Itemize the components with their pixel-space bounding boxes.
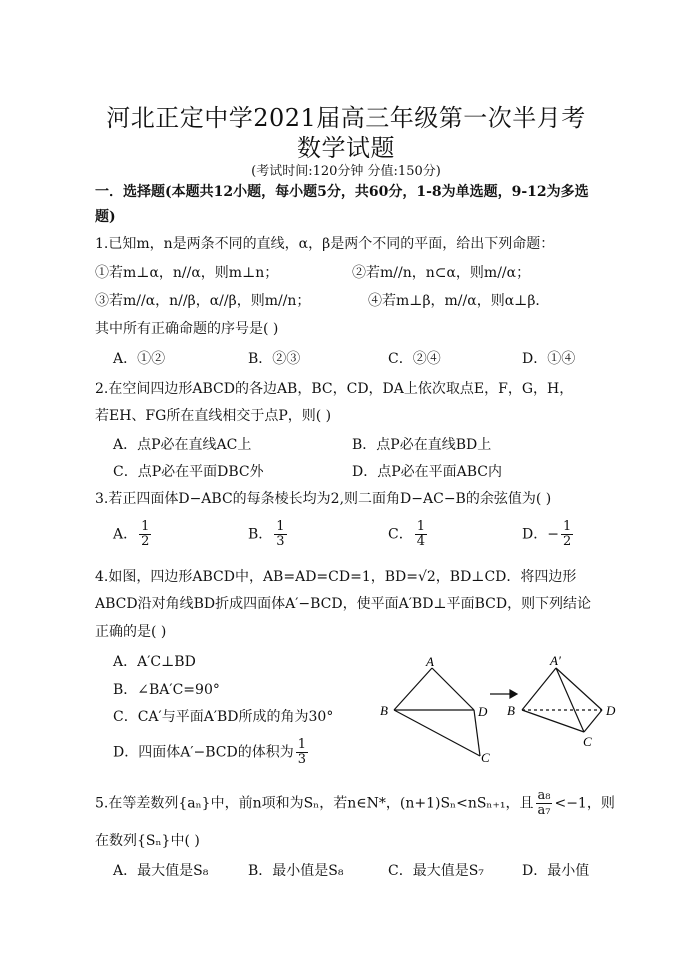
fraction: $\frac{\text{a₈}}{\text{a₇}}$ xyxy=(537,788,551,818)
label-b: B xyxy=(380,703,388,718)
q2-stem-line1: 2.在空间四边形ABCD的各边AB，BC，CD，DA上依次取点E，F，G，H， xyxy=(95,381,574,397)
q3-option-b xyxy=(248,520,289,549)
q3-stem: 3.若正四面体D−ABC的每条棱长均为2,则二面角D−AC−B的余弦值为( ) xyxy=(95,491,552,507)
edge-b-c xyxy=(522,710,584,732)
fraction: $\frac{1}{4}$ xyxy=(416,519,425,549)
q2-option-d: D．点P必在平面ABC内 xyxy=(352,464,503,480)
q3-option-c xyxy=(388,520,429,549)
page-title: 河北正定中学2021届高三年级第一次半月考 xyxy=(106,104,586,132)
q5-stem-part1: 5.在等差数列{aₙ}中，前n项和为Sₙ，若n∈N*，(n+1)Sₙ<nSₙ₊₁，且 xyxy=(95,795,534,812)
q4-option-d-label: D．四面体A′−BCD的体积为 xyxy=(113,744,294,761)
q4-option-c: C．CA′与平面A′BD所成的角为30° xyxy=(113,709,334,725)
edge-ad xyxy=(432,668,474,710)
label-a: A xyxy=(426,654,434,669)
q3-option-b-label: B． xyxy=(248,526,273,543)
fraction: $\frac{1}{2}$ xyxy=(562,519,572,549)
q5-option-d: D．最小值 xyxy=(522,863,590,879)
label-c-right: C xyxy=(583,734,592,749)
label-c: C xyxy=(481,750,490,765)
label-d-right: D xyxy=(606,703,616,718)
q5-option-b: B．最小值是S₈ xyxy=(248,863,344,879)
q2-option-b: B．点P必在直线BD上 xyxy=(352,437,492,453)
fraction: $\frac{1}{3}$ xyxy=(276,519,285,549)
page-subtitle: 数学试题 xyxy=(297,134,395,162)
edge-a-b xyxy=(522,668,556,710)
q5-option-a: A．最大值是S₈ xyxy=(113,863,209,879)
q1-stem: 1.已知m，n是两条不同的直线，α，β是两个不同的平面，给出下列命题： xyxy=(95,236,555,252)
q5-option-c: C．最大值是S₇ xyxy=(388,863,484,879)
edge-a-c xyxy=(556,668,584,732)
q1-ask: 其中所有正确命题的序号是( ) xyxy=(95,321,279,337)
left-quadrilateral xyxy=(394,668,480,756)
q4-stem-line1: 4.如图，四边形ABCD中，AB=AD=CD=1，BD=√2，BD⊥CD．将四边形 xyxy=(95,569,577,585)
fraction: $\frac{1}{2}$ xyxy=(141,519,150,549)
edge-bc xyxy=(394,710,480,756)
q1-prop-4: ④若m⊥β，m//α，则α⊥β． xyxy=(368,293,550,309)
q1-prop-2: ②若m//n，n⊂α，则m//α； xyxy=(352,265,531,281)
exam-info: (考试时间:120分钟 分值:150分) xyxy=(251,164,441,179)
q5-stem-part2: <−1，则 xyxy=(554,795,615,812)
q3-option-a xyxy=(113,520,153,549)
section-heading: 一．选择题(本题共12小题，每小题5分，共60分，1-8为单选题，9-12为多选 xyxy=(95,184,589,200)
section-heading-cont: 题) xyxy=(95,209,116,225)
q4-stem-line3: 正确的是( ) xyxy=(95,624,167,640)
q4-option-a: A．A′C⊥BD xyxy=(113,654,196,670)
arrow-icon xyxy=(490,690,517,698)
label-a-prime: A′ xyxy=(550,653,561,668)
q4-figure xyxy=(370,650,630,770)
q1-option-d: D．①④ xyxy=(522,351,576,367)
edge-a-d xyxy=(556,668,602,710)
q3-option-d xyxy=(522,520,575,549)
label-b-right: B xyxy=(507,703,515,718)
q1-option-b: B．②③ xyxy=(248,351,301,367)
q3-option-d-label: D．− xyxy=(522,526,559,543)
right-tetrahedron xyxy=(522,668,602,732)
q4-stem-line2: ABCD沿对角线BD折成四面体A′−BCD，使平面A′BD⊥平面BCD，则下列结论 xyxy=(95,596,592,612)
q1-option-c: C．②④ xyxy=(388,351,441,367)
q1-option-a: A．①② xyxy=(113,351,166,367)
q2-stem-line2: 若EH、FG所在直线相交于点P，则( ) xyxy=(95,408,332,424)
q2-option-a: A．点P必在直线AC上 xyxy=(113,437,252,453)
q5-stem-line1 xyxy=(95,789,615,818)
q3-option-c-label: C． xyxy=(388,526,413,543)
q3-option-a-label: A． xyxy=(113,526,138,543)
q1-prop-3: ③若m//α，n//β，α//β，则m//n； xyxy=(95,293,311,309)
q5-stem-line2: 在数列{Sₙ}中( ) xyxy=(95,833,200,849)
edge-d-c xyxy=(584,710,602,732)
q2-option-c: C．点P必在平面DBC外 xyxy=(113,464,264,480)
q1-prop-1: ①若m⊥α，n//α，则m⊥n； xyxy=(95,265,279,281)
q4-option-d xyxy=(113,738,310,767)
label-d: D xyxy=(478,704,488,719)
fraction: $\frac{1}{3}$ xyxy=(297,737,307,767)
q4-option-b: B．∠BA′C=90° xyxy=(113,682,220,698)
edge-ab xyxy=(394,668,432,710)
